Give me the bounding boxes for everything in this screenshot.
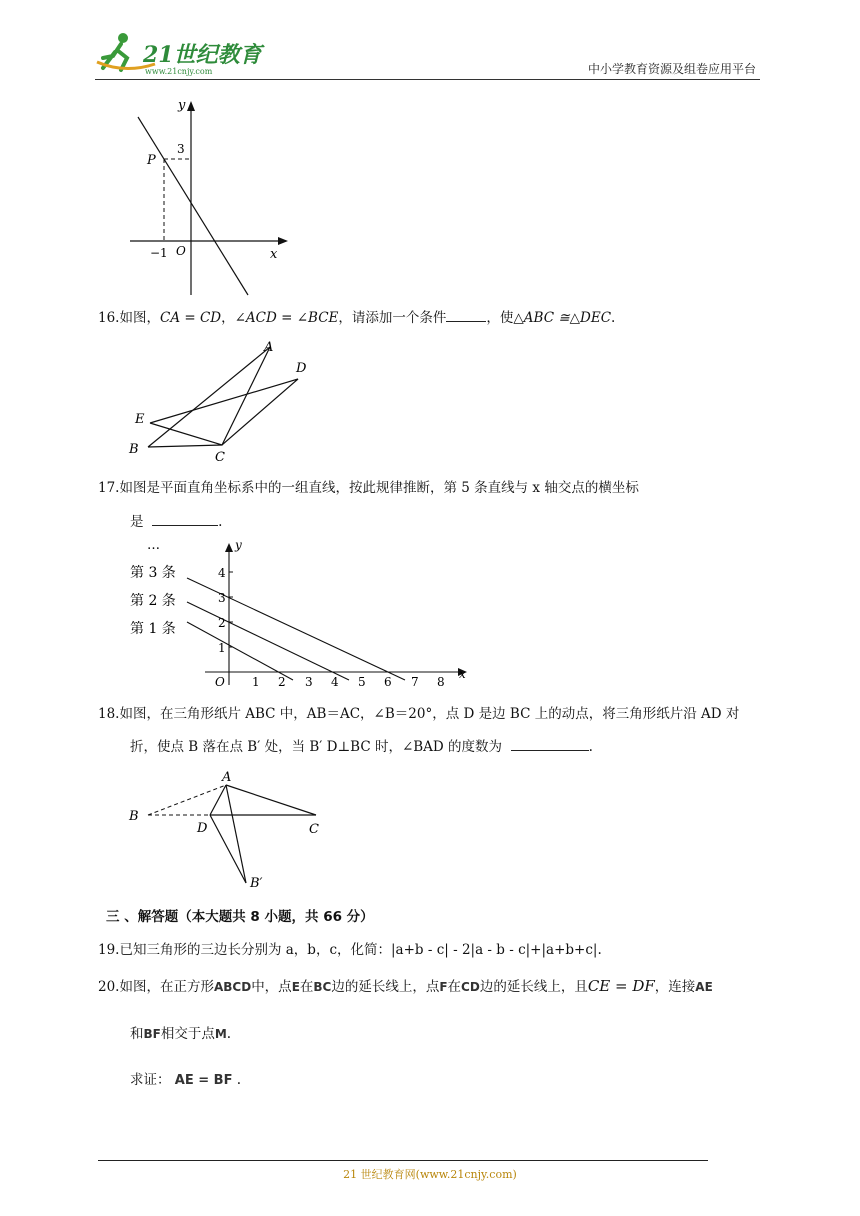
x-tick-6: 6 (384, 675, 392, 689)
x-tick-3: 3 (305, 675, 313, 689)
vertex-a-18: A (222, 770, 232, 785)
x-tick-5: 5 (358, 675, 366, 689)
vertex-b: B (129, 442, 139, 457)
question-17-line1: 17.如图是平面直角坐标系中的一组直线，按此规律推断，第 5 条直线与 x 轴交点的横坐标 (98, 480, 639, 496)
figure-16-triangles (120, 335, 320, 467)
figure-18-folding (122, 765, 337, 895)
line-2 (187, 602, 349, 680)
vertex-bprime-18: B′ (250, 876, 263, 891)
tick-neg1-label: −1 (150, 246, 168, 260)
proof-equation: AE = BF (174, 1073, 233, 1088)
site-logo (95, 28, 265, 78)
y-tick-3: 3 (218, 591, 226, 605)
y-tick-4: 4 (218, 566, 226, 580)
vertex-b-18: B (129, 809, 139, 824)
vertex-a: A (264, 340, 274, 355)
vertex-d-18: D (197, 821, 208, 836)
line-1-label: 第 1 条 (130, 621, 176, 637)
origin-label: O (176, 244, 186, 258)
question-17-line2: 是 . (130, 514, 223, 530)
y-tick-2: 2 (218, 616, 226, 630)
origin-label-17: O (215, 675, 225, 689)
x-tick-2: 2 (278, 675, 286, 689)
question-20-line1: 20.如图，在正方形ABCD中，点E在BC边的延长线上，点F在CD边的延长线上，且CE = DF，连接AE (98, 977, 713, 995)
y-axis-label-17: y (235, 538, 242, 552)
x-axis-label: x (270, 247, 278, 262)
x-tick-7: 7 (411, 675, 419, 689)
tick-3-label: 3 (177, 142, 185, 156)
question-18-line2: 折，使点 B 落在点 B′ 处，当 B′ D⊥BC 时，∠BAD 的度数为 . (130, 739, 593, 755)
question-18-line1: 18.如图，在三角形纸片 ABC 中，AB＝AC，∠B＝20°，点 D 是边 BC 上的动点，将三角形纸片沿 AD 对 (98, 706, 740, 722)
answer-blank-18[interactable] (511, 738, 589, 751)
sym-abcd: ABCD (213, 980, 252, 994)
y-tick-1: 1 (218, 641, 226, 655)
question-19: 19.已知三角形的三边长分别为 a，b，c，化简：|a+b - c| - 2|a - b - c|+|a+b+c|. (98, 942, 602, 958)
x-axis-label-17: x (459, 667, 466, 681)
dots-label: … (147, 538, 160, 553)
question-16: 16.如图，CA = CD，∠ACD = ∠BCE，请添加一个条件 ，使△ABC ≅△DEC. (98, 310, 616, 326)
equation-ce-df: CE = DF (587, 977, 655, 995)
line-2-label: 第 2 条 (130, 593, 176, 609)
footer-text: 21 世纪教育网(www.21cnjy.com) (343, 1168, 517, 1181)
logo-text: 21世纪教育 (143, 42, 262, 68)
platform-name: 中小学教育资源及组卷应用平台 (587, 62, 756, 76)
point-p-label: P (147, 153, 156, 168)
vertex-c-18: C (309, 822, 319, 837)
x-tick-8: 8 (437, 675, 445, 689)
logo-url: www.21cnjy.com (145, 67, 213, 76)
figure-17-lines (125, 535, 475, 691)
answer-blank-17[interactable] (152, 513, 218, 526)
x-tick-1: 1 (252, 675, 260, 689)
vertex-e: E (135, 412, 145, 427)
vertex-c: C (215, 450, 225, 465)
y-axis-label: y (178, 98, 186, 113)
footer-divider (98, 1160, 708, 1161)
question-20-line2: 和BF相交于点M. (130, 1026, 232, 1042)
header-divider (95, 79, 760, 80)
answer-blank-16[interactable] (446, 309, 486, 322)
figure-15-graph (120, 95, 295, 300)
x-tick-4: 4 (331, 675, 339, 689)
question-20-prove: 求证： AE = BF . (130, 1072, 242, 1088)
section-3-heading: 三 、解答题（本大题共 8 小题，共 66 分） (106, 909, 374, 925)
line-1 (187, 622, 293, 680)
vertex-d: D (296, 361, 307, 376)
line-through-p (138, 117, 248, 295)
line-3-label: 第 3 条 (130, 565, 176, 581)
